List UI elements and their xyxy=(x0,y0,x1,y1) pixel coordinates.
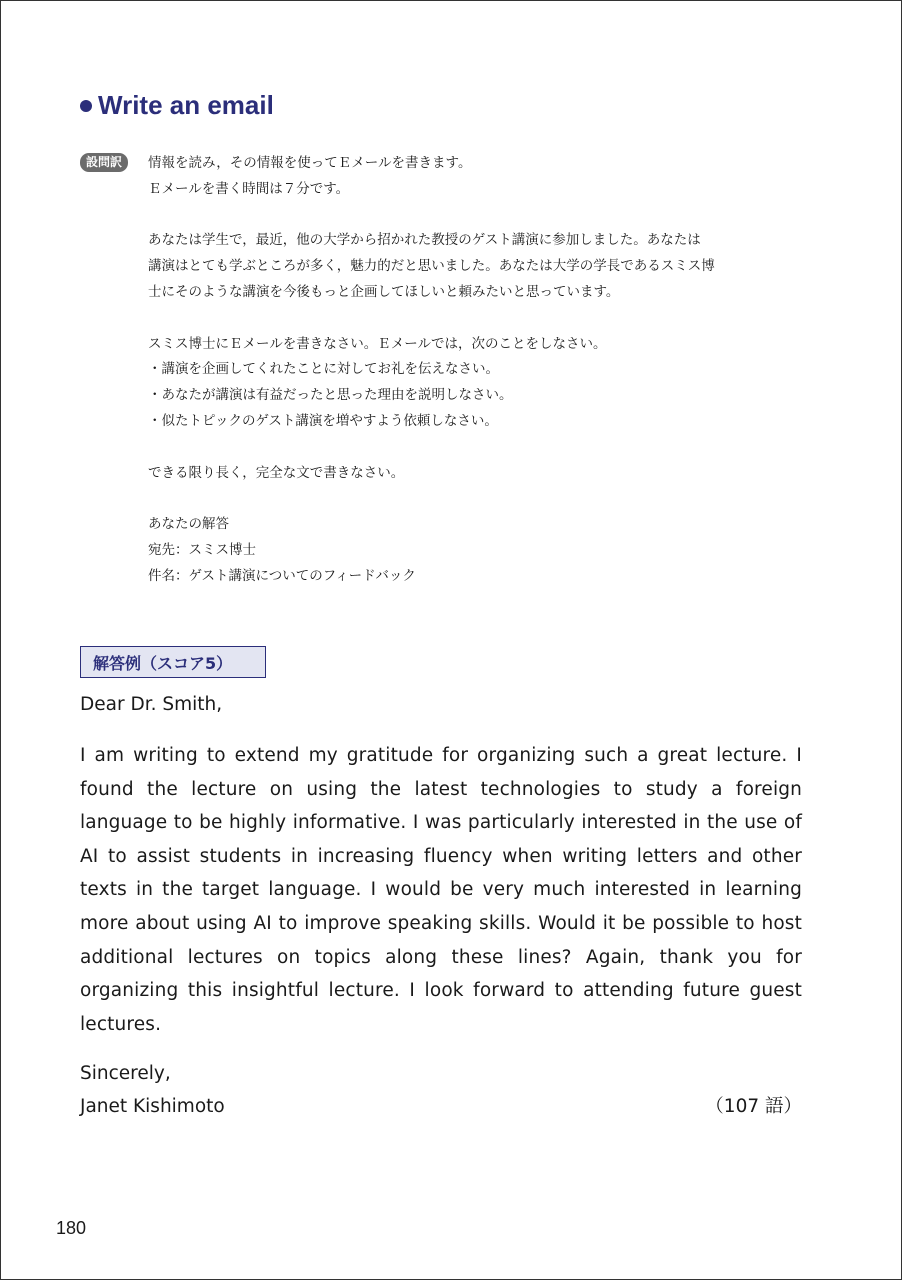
instruction-line: あなたの解答 xyxy=(148,516,229,533)
instruction-line: 件名：ゲスト講演についてのフィードバック xyxy=(148,567,416,584)
instruction-line: Ｅメールを書く時間は７分です。 xyxy=(148,180,350,197)
answer-example-label xyxy=(80,646,266,678)
email-salutation: Dear Dr. Smith, xyxy=(80,694,223,715)
email-signature: Janet Kishimoto xyxy=(80,1096,225,1118)
instruction-line: 士にそのような講演を今後もっと企画してほしいと頼みたいと思っています。 xyxy=(148,283,620,300)
section-title: Write an email xyxy=(98,90,274,120)
email-body: I am writing to extend my gratitude for organizing such a great lecture. I found the lecture on using the latest technologies to study a foreign language to be highly informative. I was particularly interested in the use of AI to assist students in increasing fluency when writing letters and other texts in the target language. I would be very much interested in learning more about using AI to improve speaking skills. Would it be possible to host additional lectures on topics along these lines? Again, thank you for organizing this insightful lecture. I look forward to attending future guest lectures. xyxy=(80,745,802,1035)
instruction-line: スミス博士にＥメールを書きなさい。Ｅメールでは，次のことをしなさい。 xyxy=(148,335,607,352)
spacer xyxy=(148,203,808,229)
translation-badge: 設問訳 xyxy=(80,153,128,172)
instruction-line: 情報を読み，その情報を使ってＥメールを書きます。 xyxy=(148,155,472,171)
email-closing: Sincerely, xyxy=(80,1063,171,1085)
spacer xyxy=(148,486,808,512)
signature-row xyxy=(80,1090,802,1123)
page-number: 180 xyxy=(56,1218,87,1238)
instruction-line: 宛先：スミス博士 xyxy=(148,541,256,558)
word-count: （107 語） xyxy=(705,1096,802,1118)
answer-label-text: 解答例（スコア5） xyxy=(93,653,233,673)
instruction-line: 講演はとても学ぶところが多く，魅力的だと思いました。あなたは大学の学長であるスミス博 xyxy=(148,258,715,275)
sample-email xyxy=(80,688,802,1123)
instruction-line: ・似たトピックのゲスト講演を増やすよう依頼しなさい。 xyxy=(148,412,498,429)
bullet-dot-icon xyxy=(80,100,92,112)
spacer xyxy=(148,435,808,461)
instruction-line: あなたは学生で，最近，他の大学から招かれた教授のゲスト講演に参加しました。あなたは xyxy=(148,232,701,249)
section-heading xyxy=(80,90,274,121)
instruction-line: ・あなたが講演は有益だったと思った理由を説明しなさい。 xyxy=(148,387,513,404)
instructions-block xyxy=(148,151,808,590)
spacer xyxy=(148,306,808,332)
instruction-line: ・講演を企画してくれたことに対してお礼を伝えなさい。 xyxy=(148,361,499,378)
instruction-line: できる限り長く，完全な文で書きなさい。 xyxy=(148,464,405,481)
